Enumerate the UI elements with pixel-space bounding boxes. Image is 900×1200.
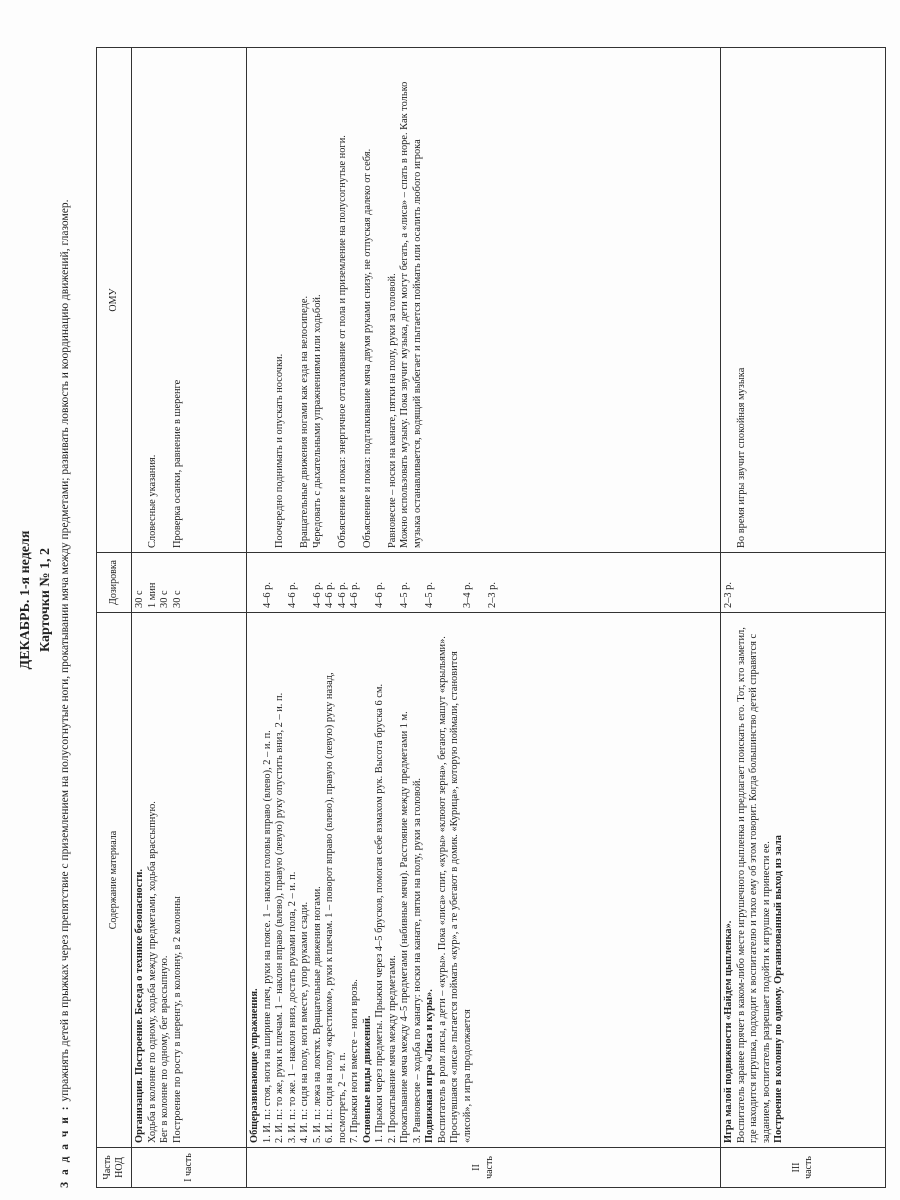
header-dose: Дозировка <box>97 553 132 613</box>
header-omu: ОМУ <box>97 48 132 553</box>
content-line: Подвижная игра «Лиса и куры». <box>424 989 436 1143</box>
content-line: Воспитатель заранее прячет в каком-либо месте игрушечного цыпленка и предлагает поискать его. Тот, кто заметил, где находится игрушка, подходит к воспитателю и тихо ему об этом говорит. Когда большинство детей справятся с заданием, воспитатель разрешает подойти к игрушке и принести ее. <box>735 627 772 1143</box>
table-header-row <box>97 48 132 1188</box>
dose-value: 1 мин <box>146 582 158 608</box>
tasks-text: упражнять детей в прыжках через препятствие с приземлением на полусогнутые ноги, прокатывании мяча между предметами; развивать ловкость и координацию движений, глазомер. <box>59 199 71 1102</box>
content-line: Воспитатель в роли лисы, а дети – «куры». Пока «лиса» спит, «куры» «клюют зерна», бегают, машут «крыльями». Проснувшаяся «лиса» пытается поймать «кур», а те убегают в домик. «Курица», которую поймали, становится «лисой», и игра продолжается <box>436 636 473 1143</box>
content-line: Построение по росту в шеренгу, в колонну, в 2 колонны <box>171 896 183 1143</box>
content-line: 3. И. п.: то же. 1 – наклон вниз, достать руками пола, 2 – и. п. <box>286 871 298 1143</box>
dose-value: 4–6 р. <box>336 582 348 608</box>
content-line: Общеразвивающие упражнения. <box>249 988 261 1143</box>
content-line: Бег в колонне по одному, бег врассыпную. <box>159 955 170 1143</box>
dose-value: 4–5 р. <box>399 582 411 608</box>
omu-line: Словесные указания. <box>146 454 158 548</box>
content-line: 1. Прыжки через предметы. Прыжки через 4–5 брусков, помогая себе взмахом рук. Высота бруска 6 см. <box>374 683 386 1143</box>
part-cell: II часть <box>247 1148 721 1188</box>
part-cell: I часть <box>132 1148 247 1188</box>
content-cell <box>132 613 247 1148</box>
content-line: 5. И. п.: лежа на локтях. Вращательные движения ногами. <box>311 886 323 1143</box>
dose-value: 30 с <box>171 590 183 608</box>
omu-line: Поочередно поднимать и опускать носочки. <box>274 353 286 548</box>
page-subtitle: Карточки № 1, 2 <box>38 548 53 652</box>
table-row <box>132 48 247 1188</box>
tasks-label: З а д а ч и : <box>59 1104 71 1188</box>
omu-cell <box>132 48 247 553</box>
dose-value: 4–6 р. <box>311 582 323 608</box>
content-line: 2. Прокатывание мяча между предметами. <box>386 955 398 1143</box>
content-line: 7. Прыжки ноги вместе – ноги врозь. <box>349 979 361 1143</box>
dose-cell <box>132 553 247 613</box>
dose-value: 30 с <box>134 590 145 608</box>
content-cell <box>721 613 886 1148</box>
header-part: Часть НОД <box>97 1148 132 1188</box>
dose-value: 4–5 р. <box>424 582 436 608</box>
omu-line: Проверка осанки, равнение в шеренге <box>171 379 183 548</box>
content-line: Прокатывание мяча между 4–5 предметами (набивные мячи). Расстояние между предметами 1 м. <box>399 711 411 1143</box>
dose-value: 2–3 р. <box>486 582 498 608</box>
header-content: Содержание материала <box>97 613 132 1148</box>
content-line: Основные виды движений. <box>361 1015 373 1143</box>
omu-line: Чередовать с дыхательными упражнениями или ходьбой. <box>311 294 323 548</box>
dose-cell <box>247 553 721 613</box>
content-line: Ходьба в колонне по одному, ходьба между предметами, ходьба врассыпную. <box>146 801 158 1143</box>
content-line: 3. Равновесие – ходьба по канату: носки на канате, пятки на полу, руки за головой. <box>411 777 423 1143</box>
dose-value: 3–4 р. <box>461 582 473 608</box>
dose-value: 4–6 р. <box>374 582 386 608</box>
dose-value: 4–6 р. <box>349 582 361 608</box>
content-line: Игра малой подвижности «Найдем цыпленка». <box>723 920 735 1143</box>
content-cell <box>247 613 721 1148</box>
dose-value: 30 с <box>159 590 170 608</box>
omu-line: Во время игры звучит спокойная музыка <box>735 367 747 548</box>
content-line: Организация. Построение. Беседа о технике безопасности. <box>134 869 145 1143</box>
content-line: 6. И. п.: сидя на полу «крестиком», руки к плечам. 1 – поворот вправо (влево), правую (левую) руку назад, посмотреть, 2 – и. п. <box>324 672 348 1143</box>
content-line: Построение в колонну по одному. Организованный выход из зала <box>773 835 785 1143</box>
table-row <box>721 48 886 1188</box>
content-line: 2. И. п.: то же, руки к плечам. 1 – наклон вправо (влево), правую (левую) руку опустить вниз, 2 – и. п. <box>274 692 286 1143</box>
content-line: 4. И. п.: сидя на полу, ноги вместе, упор руками сзади. <box>299 901 311 1143</box>
omu-cell <box>247 48 721 553</box>
dose-value: 4–6 р. <box>324 582 336 608</box>
part-cell: III часть <box>721 1148 886 1188</box>
omu-line: Объяснение и показ: энергичное отталкивание от пола и приземление на полусогнутые ноги. <box>336 135 348 548</box>
omu-line: Вращательные движения ногами как езда на велосипеде. <box>299 295 311 548</box>
omu-line: Объяснение и показ: подталкивание мяча двумя руками снизу, не отпуская далеко от себя. <box>361 148 373 548</box>
dose-value: 4–6 р. <box>286 582 298 608</box>
tasks-paragraph <box>58 48 73 1188</box>
dose-cell <box>721 553 886 613</box>
omu-cell <box>721 48 886 553</box>
content-line: 1. И. п.: стоя, ноги на ширине плеч, руки на поясе. 1 – наклон головы вправо (влево), 2 – и. п. <box>261 730 273 1143</box>
omu-line: Равновесие – носки на канате, пятки на полу, руки за головой. <box>386 273 398 548</box>
page-title: ДЕКАБРЬ. 1-я неделя <box>18 530 33 670</box>
omu-line: Можно использовать музыку. Пока звучит музыка, дети могут бегать, а «лиса» – спать в норе. Как только музыка останавливается, водящий выбегает и пытается поймать или осалить любого игрока <box>399 81 423 548</box>
dose-value: 4–6 р. <box>261 582 273 608</box>
dose-value: 2–3 р. <box>723 582 735 608</box>
table-row <box>247 48 721 1188</box>
lesson-table <box>96 47 886 1188</box>
